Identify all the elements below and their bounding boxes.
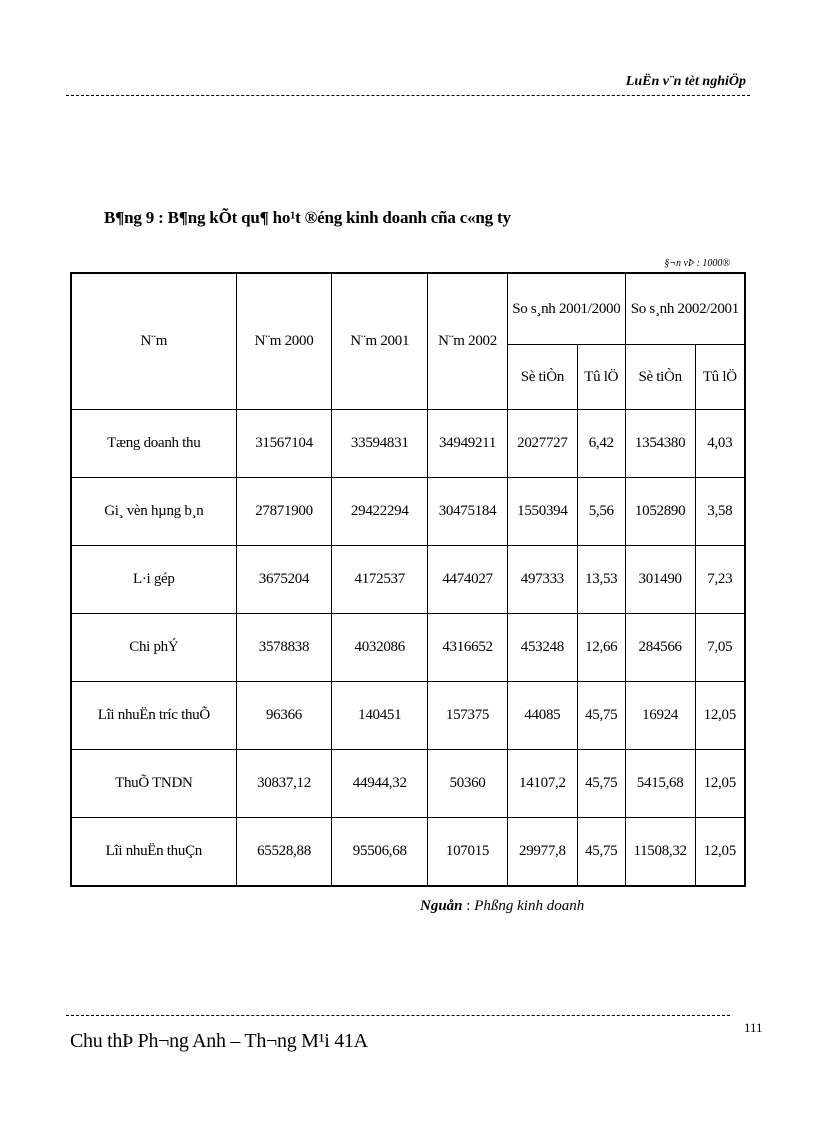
ratio-2001-2000: 45,75	[577, 818, 625, 887]
ratio-2001-2000: 6,42	[577, 410, 625, 478]
amount-2002-2001: 16924	[625, 682, 695, 750]
source-text: Phßng kinh doanh	[474, 898, 585, 914]
ratio-2002-2001: 12,05	[695, 750, 745, 818]
value-2001: 4172537	[332, 546, 428, 614]
row-label: L·i gép	[71, 546, 236, 614]
value-2000: 96366	[236, 682, 332, 750]
ratio-2002-2001: 3,58	[695, 478, 745, 546]
ratio-2001-2000: 5,56	[577, 478, 625, 546]
header-cell-2000: N¨m 2000	[236, 273, 332, 410]
table-row	[71, 682, 745, 750]
value-2000: 31567104	[236, 410, 332, 478]
value-2000: 65528,88	[236, 818, 332, 887]
amount-2001-2000: 29977,8	[507, 818, 577, 887]
table-title: B¶ng 9 : B¶ng kÕt qu¶ ho¹t ®éng kinh doanh cña c«ng ty	[104, 208, 511, 227]
amount-2002-2001: 284566	[625, 614, 695, 682]
row-label: ThuÕ TNDN	[71, 750, 236, 818]
subheader-amount: Sè tiÒn	[507, 345, 577, 410]
value-2002: 107015	[428, 818, 508, 887]
row-label: Lîi nhuËn thuÇn	[71, 818, 236, 887]
amount-2002-2001: 5415,68	[625, 750, 695, 818]
amount-2001-2000: 44085	[507, 682, 577, 750]
table-row	[71, 614, 745, 682]
value-2001: 44944,32	[332, 750, 428, 818]
value-2000: 3675204	[236, 546, 332, 614]
table-row	[71, 818, 745, 887]
ratio-2002-2001: 12,05	[695, 682, 745, 750]
table-row	[71, 410, 745, 478]
amount-2001-2000: 453248	[507, 614, 577, 682]
table-row	[71, 546, 745, 614]
subheader-ratio: Tû lÖ	[577, 345, 625, 410]
source-separator: :	[462, 898, 475, 914]
value-2002: 4474027	[428, 546, 508, 614]
header-cell-2001: N¨m 2001	[332, 273, 428, 410]
value-2002: 157375	[428, 682, 508, 750]
header-cell-year: N¨m	[71, 273, 236, 410]
row-label: Chi phÝ	[71, 614, 236, 682]
table-row	[71, 478, 745, 546]
value-2000: 30837,12	[236, 750, 332, 818]
footer-author: Chu thÞ Ph¬ng Anh – Th¬ng M¹i 41A	[70, 1030, 368, 1052]
source-note	[420, 898, 584, 915]
footer-divider	[66, 1015, 730, 1016]
ratio-2002-2001: 7,23	[695, 546, 745, 614]
ratio-2002-2001: 12,05	[695, 818, 745, 887]
amount-2002-2001: 1052890	[625, 478, 695, 546]
amount-2001-2000: 497333	[507, 546, 577, 614]
amount-2002-2001: 1354380	[625, 410, 695, 478]
amount-2002-2001: 11508,32	[625, 818, 695, 887]
amount-2001-2000: 2027727	[507, 410, 577, 478]
results-table	[70, 272, 746, 887]
subheader-ratio: Tû lÖ	[695, 345, 745, 410]
header-cell-compare-2002-2001: So s¸nh 2002/2001	[625, 273, 745, 345]
value-2001: 95506,68	[332, 818, 428, 887]
header-divider	[66, 95, 750, 96]
value-2001: 140451	[332, 682, 428, 750]
value-2000: 27871900	[236, 478, 332, 546]
ratio-2001-2000: 45,75	[577, 750, 625, 818]
amount-2001-2000: 14107,2	[507, 750, 577, 818]
header-cell-2002: N¨m 2002	[428, 273, 508, 410]
value-2002: 30475184	[428, 478, 508, 546]
value-2001: 33594831	[332, 410, 428, 478]
value-2001: 29422294	[332, 478, 428, 546]
header-cell-compare-2001-2000: So s¸nh 2001/2000	[507, 273, 625, 345]
row-label: Tæng doanh thu	[71, 410, 236, 478]
page-number: 111	[744, 1020, 763, 1035]
unit-note: §¬n vÞ : 1000®	[664, 258, 730, 269]
row-label: Lîi nhuËn tríc thuÕ	[71, 682, 236, 750]
ratio-2001-2000: 13,53	[577, 546, 625, 614]
value-2000: 3578838	[236, 614, 332, 682]
source-label: Nguån	[420, 898, 463, 914]
value-2002: 4316652	[428, 614, 508, 682]
amount-2001-2000: 1550394	[507, 478, 577, 546]
ratio-2001-2000: 12,66	[577, 614, 625, 682]
ratio-2002-2001: 4,03	[695, 410, 745, 478]
value-2002: 50360	[428, 750, 508, 818]
table-row	[71, 750, 745, 818]
ratio-2002-2001: 7,05	[695, 614, 745, 682]
ratio-2001-2000: 45,75	[577, 682, 625, 750]
value-2002: 34949211	[428, 410, 508, 478]
header-title: LuËn v¨n tèt nghiÖp	[625, 74, 746, 89]
value-2001: 4032086	[332, 614, 428, 682]
amount-2002-2001: 301490	[625, 546, 695, 614]
row-label: Gi¸ vèn hµng b¸n	[71, 478, 236, 546]
subheader-amount: Sè tiÒn	[625, 345, 695, 410]
